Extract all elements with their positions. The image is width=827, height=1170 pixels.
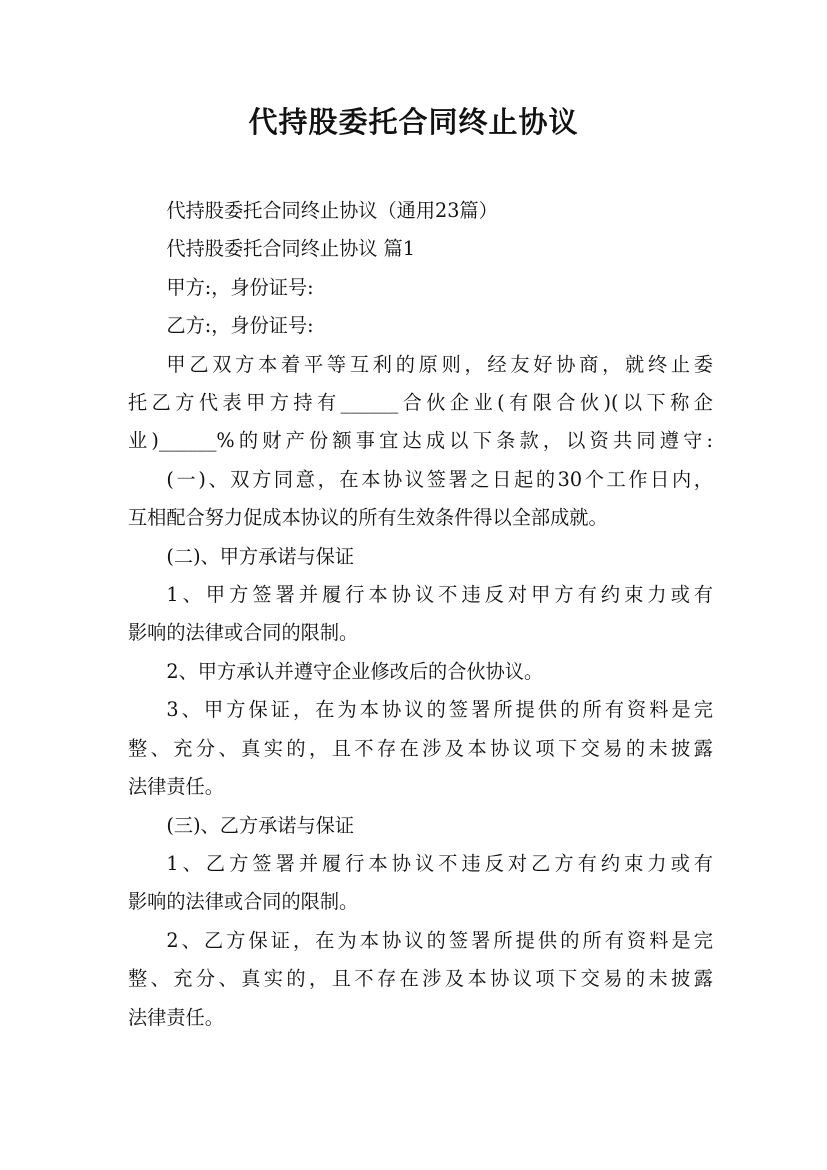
paragraph-line: 甲方:，身份证号: <box>166 275 314 299</box>
paragraph-line: 业)______%的财产份额事宜达成以下条款，以资共同遵守: <box>128 429 713 453</box>
paragraph-section-3-item-2 <box>128 922 713 1037</box>
paragraph-line: 乙方:，身份证号: <box>166 314 314 338</box>
paragraph-line: (一)、双方同意，在本协议签署之日起的30个工作日内， <box>166 467 713 491</box>
paragraph-line: 2、甲方承认并遵守企业修改后的合伙协议。 <box>166 659 544 683</box>
document-title: 代持股委托合同终止协议 <box>248 105 579 139</box>
paragraph-party-b <box>128 307 713 345</box>
paragraph-preamble <box>128 346 713 461</box>
paragraph-line: 甲乙双方本着平等互利的原则，经友好协商，就终止委 <box>166 352 713 376</box>
paragraph-line: 法律责任。 <box>128 1005 224 1029</box>
paragraph-line: 1、甲方签署并履行本协议不违反对甲方有约束力或有 <box>166 583 713 607</box>
paragraph-line: 托乙方代表甲方持有______合伙企业(有限合伙)(以下称企 <box>128 391 713 415</box>
document-body <box>128 192 713 1037</box>
paragraph-section-2-item-2 <box>128 653 713 691</box>
paragraph-line: (二)、甲方承诺与保证 <box>166 544 355 568</box>
paragraph-party-a <box>128 269 713 307</box>
paragraph-line: 1、乙方签署并履行本协议不违反对乙方有约束力或有 <box>166 851 713 875</box>
paragraph-section-3-item-1 <box>128 845 713 922</box>
paragraph-line: 3、甲方保证，在为本协议的签署所提供的所有资料是完 <box>166 698 713 722</box>
paragraph-line: 影响的法律或合同的限制。 <box>128 890 359 914</box>
paragraph-line: 2、乙方保证，在为本协议的签署所提供的所有资料是完 <box>166 928 713 952</box>
paragraph-section-3-heading <box>128 807 713 845</box>
paragraph-clause-1 <box>128 461 713 538</box>
paragraph-line: 整、充分、真实的，且不存在涉及本协议项下交易的未披露 <box>128 736 713 760</box>
paragraph-line: 互相配合努力促成本协议的所有生效条件得以全部成就。 <box>128 506 608 530</box>
paragraph-line: 法律责任。 <box>128 775 224 799</box>
paragraph-heading <box>128 192 713 230</box>
paragraph-line: 影响的法律或合同的限制。 <box>128 621 359 645</box>
paragraph-line: 整、充分、真实的，且不存在涉及本协议项下交易的未披露 <box>128 967 713 991</box>
paragraph-section-2-item-1 <box>128 576 713 653</box>
paragraph-line: (三)、乙方承诺与保证 <box>166 813 355 837</box>
paragraph-section-2-item-3 <box>128 691 713 806</box>
paragraph-line: 代持股委托合同终止协议 篇1 <box>166 237 415 261</box>
paragraph-line: 代持股委托合同终止协议（通用23篇） <box>166 199 498 222</box>
paragraph-chapter-title <box>128 230 713 268</box>
paragraph-section-2-heading <box>128 538 713 576</box>
